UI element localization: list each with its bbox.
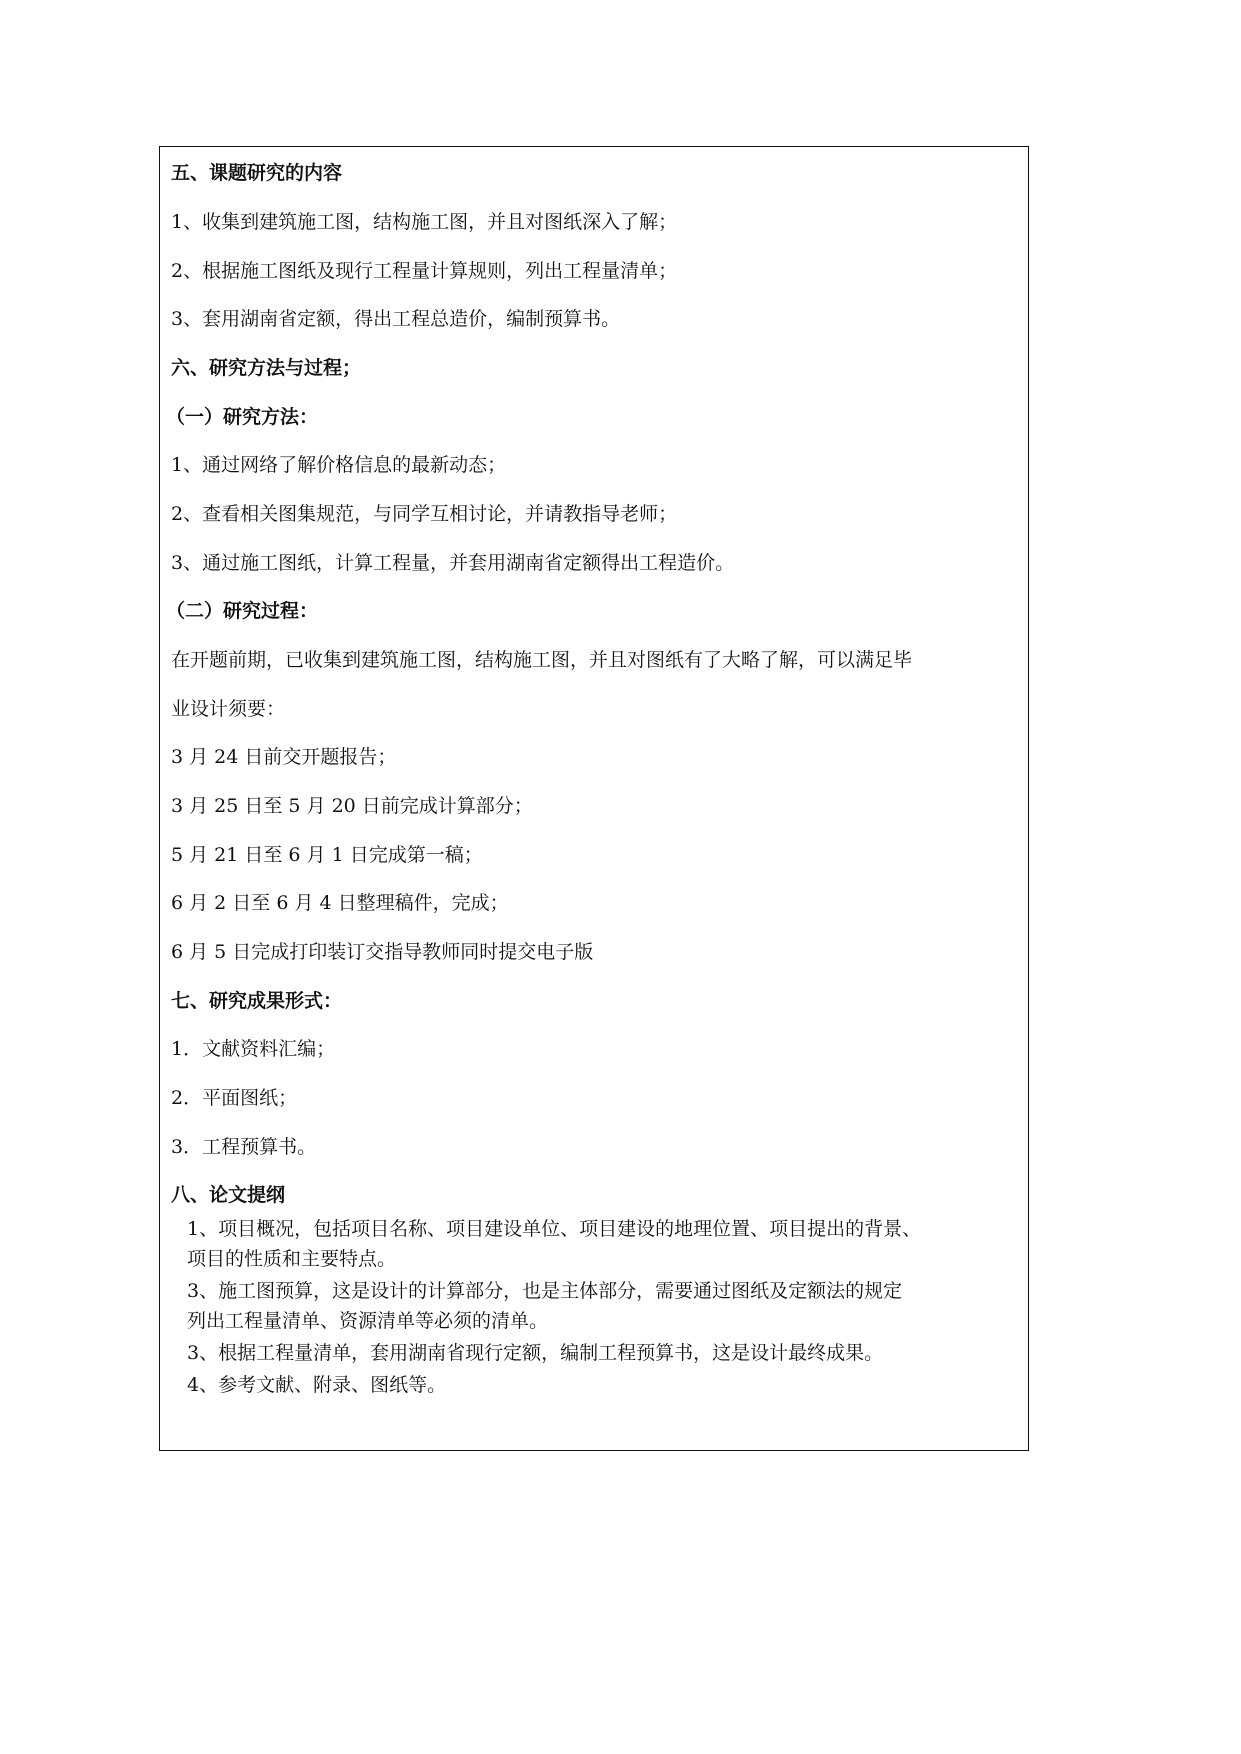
section5-item-1: 1、收集到建筑施工图，结构施工图，并且对图纸深入了解； xyxy=(171,211,678,233)
methods-heading: （一）研究方法： xyxy=(166,406,319,428)
section7-item-1: 1．文献资料汇编； xyxy=(171,1038,336,1060)
method-item-2: 2、查看相关图集规范，与同学互相讨论，并请教指导老师； xyxy=(171,503,678,525)
method-item-1: 1、通过网络了解价格信息的最新动态； xyxy=(171,454,507,476)
section7-item-3: 3．工程预算书。 xyxy=(171,1136,317,1158)
method-item-3: 3、通过施工图纸，计算工程量，并套用湖南省定额得出工程造价。 xyxy=(171,552,735,574)
section6-heading: 六、研究方法与过程； xyxy=(171,357,362,379)
schedule-item-5: 6 月 5 日完成打印装订交指导教师同时提交电子版 xyxy=(171,941,594,963)
section5-item-2: 2、根据施工图纸及现行工程量计算规则，列出工程量清单； xyxy=(171,260,678,282)
section5-item-3: 3、套用湖南省定额，得出工程总造价，编制预算书。 xyxy=(171,308,621,330)
section8-heading: 八、论文提纲 xyxy=(171,1184,286,1206)
outline-item-3: 3、根据工程量清单，套用湖南省现行定额，编制工程预算书，这是设计最终成果。 xyxy=(187,1342,884,1364)
outline-item-2-line-1: 3、施工图预算，这是设计的计算部分，也是主体部分，需要通过图纸及定额法的规定 xyxy=(187,1280,903,1302)
schedule-item-3: 5 月 21 日至 6 月 1 日完成第一稿； xyxy=(171,844,483,866)
section7-item-2: 2．平面图纸； xyxy=(171,1087,298,1109)
report-table-cell xyxy=(159,146,1029,1451)
section5-heading: 五、课题研究的内容 xyxy=(171,162,343,184)
outline-item-2-line-2: 列出工程量清单、资源清单等必须的清单。 xyxy=(187,1310,549,1332)
schedule-item-2: 3 月 25 日至 5 月 20 日前完成计算部分； xyxy=(171,795,533,817)
outline-item-1-line-2: 项目的性质和主要特点。 xyxy=(187,1248,397,1270)
process-intro-line-1: 在开题前期，已收集到建筑施工图，结构施工图，并且对图纸有了大略了解，可以满足毕 xyxy=(171,649,913,671)
process-heading: （二）研究过程： xyxy=(166,600,319,622)
section7-heading: 七、研究成果形式： xyxy=(171,990,343,1012)
schedule-item-4: 6 月 2 日至 6 月 4 日整理稿件，完成； xyxy=(171,892,509,914)
outline-item-4: 4、参考文献、附录、图纸等。 xyxy=(187,1374,447,1396)
schedule-item-1: 3 月 24 日前交开题报告； xyxy=(171,746,397,768)
outline-item-1-line-1: 1、项目概况，包括项目名称、项目建设单位、项目建设的地理位置、项目提出的背景、 xyxy=(187,1218,922,1240)
process-intro-line-2: 业设计须要： xyxy=(171,698,286,720)
